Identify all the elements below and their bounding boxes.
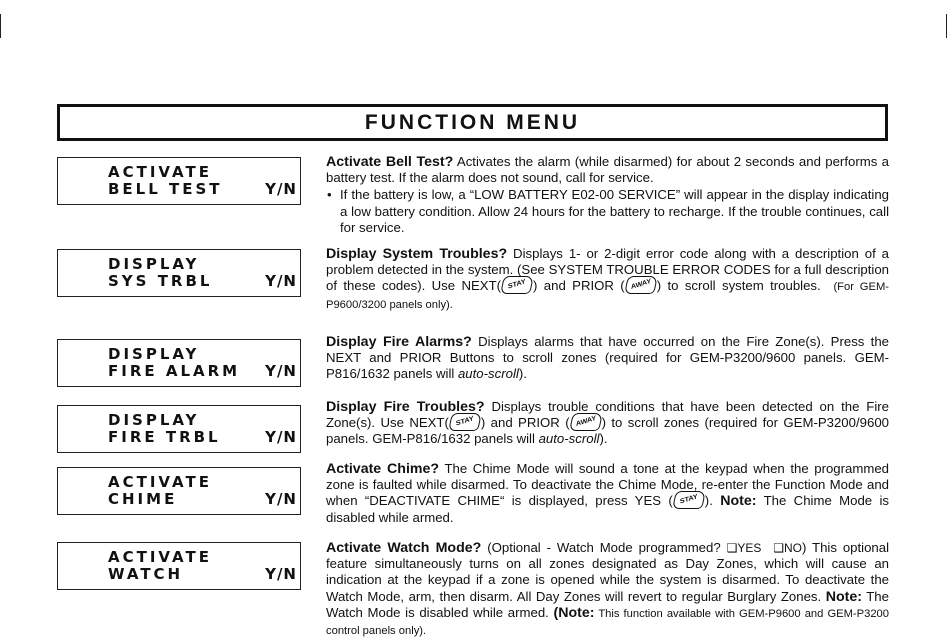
desc-watch-mode [326, 540, 889, 639]
yes-checkbox: ❑YES [726, 541, 762, 555]
desc-heading: Display System Troubles? [326, 246, 508, 262]
desc-chime [326, 461, 889, 526]
page-title: FUNCTION MENU [57, 104, 888, 141]
desc-text: Activates the alarm (while disarmed) for about 2 seconds and performs a battery test. If the alarm does not sound, call for service. [326, 154, 889, 186]
desc-note2-text: This function available with GEM-P9600 and GEM-P3200 control panels only). [326, 607, 889, 638]
desc-note: (For GEM-P9600/3200 panels only). [326, 281, 889, 311]
lcd-line1: DISPLAY [108, 411, 200, 429]
lcd-line1: ACTIVATE [108, 163, 212, 181]
desc-paragraph [326, 246, 889, 313]
desc-heading: Activate Chime? [326, 461, 440, 477]
lcd-line1: ACTIVATE [108, 548, 212, 566]
stay-key-icon: STAY [500, 276, 534, 294]
lcd-yes-no: Y/N [265, 428, 297, 446]
stay-key-icon: STAY [448, 413, 482, 431]
desc-heading: Display Fire Alarms? [326, 334, 472, 350]
stay-key-icon: STAY [672, 491, 706, 509]
left-edge-mark [0, 14, 1, 38]
desc-text: ) to scroll zones (required for GEM-P3200/9600 panels. GEM-P816/1632 panels will [326, 415, 889, 447]
desc-heading: Display Fire Troubles? [326, 399, 485, 415]
desc-bullet-list [326, 187, 889, 236]
lcd-activate-bell-test [57, 157, 301, 205]
lcd-line2: CHIME [108, 490, 178, 508]
lcd-line2: SYS TRBL [108, 272, 213, 290]
desc-text: ). [518, 366, 527, 382]
lcd-yes-no: Y/N [265, 565, 297, 583]
lcd-yes-no: Y/N [265, 180, 297, 198]
desc-paragraph [326, 154, 889, 186]
desc-bell-test [326, 154, 889, 236]
desc-text: Displays trouble conditions that have been detected on the Fire Zone(s). Use NEXT( [326, 399, 889, 431]
desc-text: The Chime Mode will sound a tone at the keypad when the programmed zone is faulted while disarmed. To deactivate the Chime Mode, re-enter the Function Mode and when “DEACTIVATE CHIME“ is displayed, press YES ( [326, 461, 889, 509]
desc-paragraph [326, 461, 889, 526]
desc-text: (Optional - Watch Mode programmed? [481, 540, 727, 555]
away-key-icon: AWAY [624, 276, 658, 294]
desc-italic: auto-scroll [457, 366, 519, 382]
desc-text: The Watch Mode is disabled while armed. [326, 588, 889, 620]
desc-text: ). [704, 493, 713, 509]
away-key-icon: AWAY [569, 413, 603, 431]
lcd-line1: ACTIVATE [108, 473, 212, 491]
desc-text: ) and PRIOR ( [533, 278, 625, 294]
desc-note-label: Note: [825, 588, 862, 605]
desc-note-label: Note: [720, 493, 757, 510]
desc-heading: Activate Watch Mode? [326, 540, 482, 556]
lcd-yes-no: Y/N [265, 490, 297, 508]
lcd-yes-no: Y/N [265, 272, 297, 290]
desc-text: Displays alarms that have occurred on the Fire Zone(s). Press the NEXT and PRIOR Buttons to scroll zones (required for GEM-P3200/9600 panels. GEM-P816/1632 panels will [326, 334, 889, 382]
lcd-line1: DISPLAY [108, 255, 200, 273]
lcd-line2: WATCH [108, 565, 184, 583]
desc-italic: auto-scroll [538, 431, 600, 447]
desc-paragraph [326, 334, 889, 383]
lcd-activate-chime [57, 467, 301, 515]
desc-text: ) to scroll system troubles. [656, 278, 821, 294]
desc-bullet: • If the battery is low, a “LOW BATTERY E02-00 SERVICE” will appear in the display indicating a low battery condition. Allow 24 hours for the battery to recharge. If the trouble continues, call for service. [326, 187, 889, 236]
desc-text: ) This optional feature simultaneously turns on all zones designated as Day Zones, which will cause an indication at the keypad if a zone is opened while the system is disarmed. To deactivate the Watch Mode, arm, then disarm. All Day Zones will revert to regular Burglary Zones. [326, 540, 890, 604]
lcd-yes-no: Y/N [265, 362, 297, 380]
desc-system-troubles [326, 246, 889, 313]
lcd-line2: FIRE ALARM [108, 362, 241, 380]
desc-paragraph [326, 399, 889, 448]
lcd-display-fire-alarm [57, 339, 301, 387]
desc-text: The Chime Mode is disabled while armed. [326, 493, 889, 525]
desc-heading: Activate Bell Test? [326, 154, 454, 170]
desc-paragraph [326, 540, 889, 639]
no-checkbox: ❑NO [773, 541, 802, 555]
desc-note2-label: (Note: [553, 604, 595, 621]
lcd-line1: DISPLAY [108, 345, 200, 363]
lcd-line2: FIRE TRBL [108, 428, 221, 446]
desc-fire-troubles [326, 399, 889, 448]
lcd-display-fire-trbl [57, 405, 301, 453]
desc-text: ) and PRIOR ( [480, 415, 570, 431]
lcd-line2: BELL TEST [108, 180, 223, 198]
desc-text: ). [599, 431, 608, 447]
desc-fire-alarms [326, 334, 889, 383]
lcd-activate-watch [57, 542, 301, 590]
right-edge-mark [946, 14, 947, 38]
desc-text: Displays 1- or 2-digit error code along with a description of a problem detected in the system. (See SYSTEM TROUBLE ERROR CODES for a full description of these codes). Use NEXT( [326, 246, 889, 294]
lcd-display-sys-trbl [57, 249, 301, 297]
